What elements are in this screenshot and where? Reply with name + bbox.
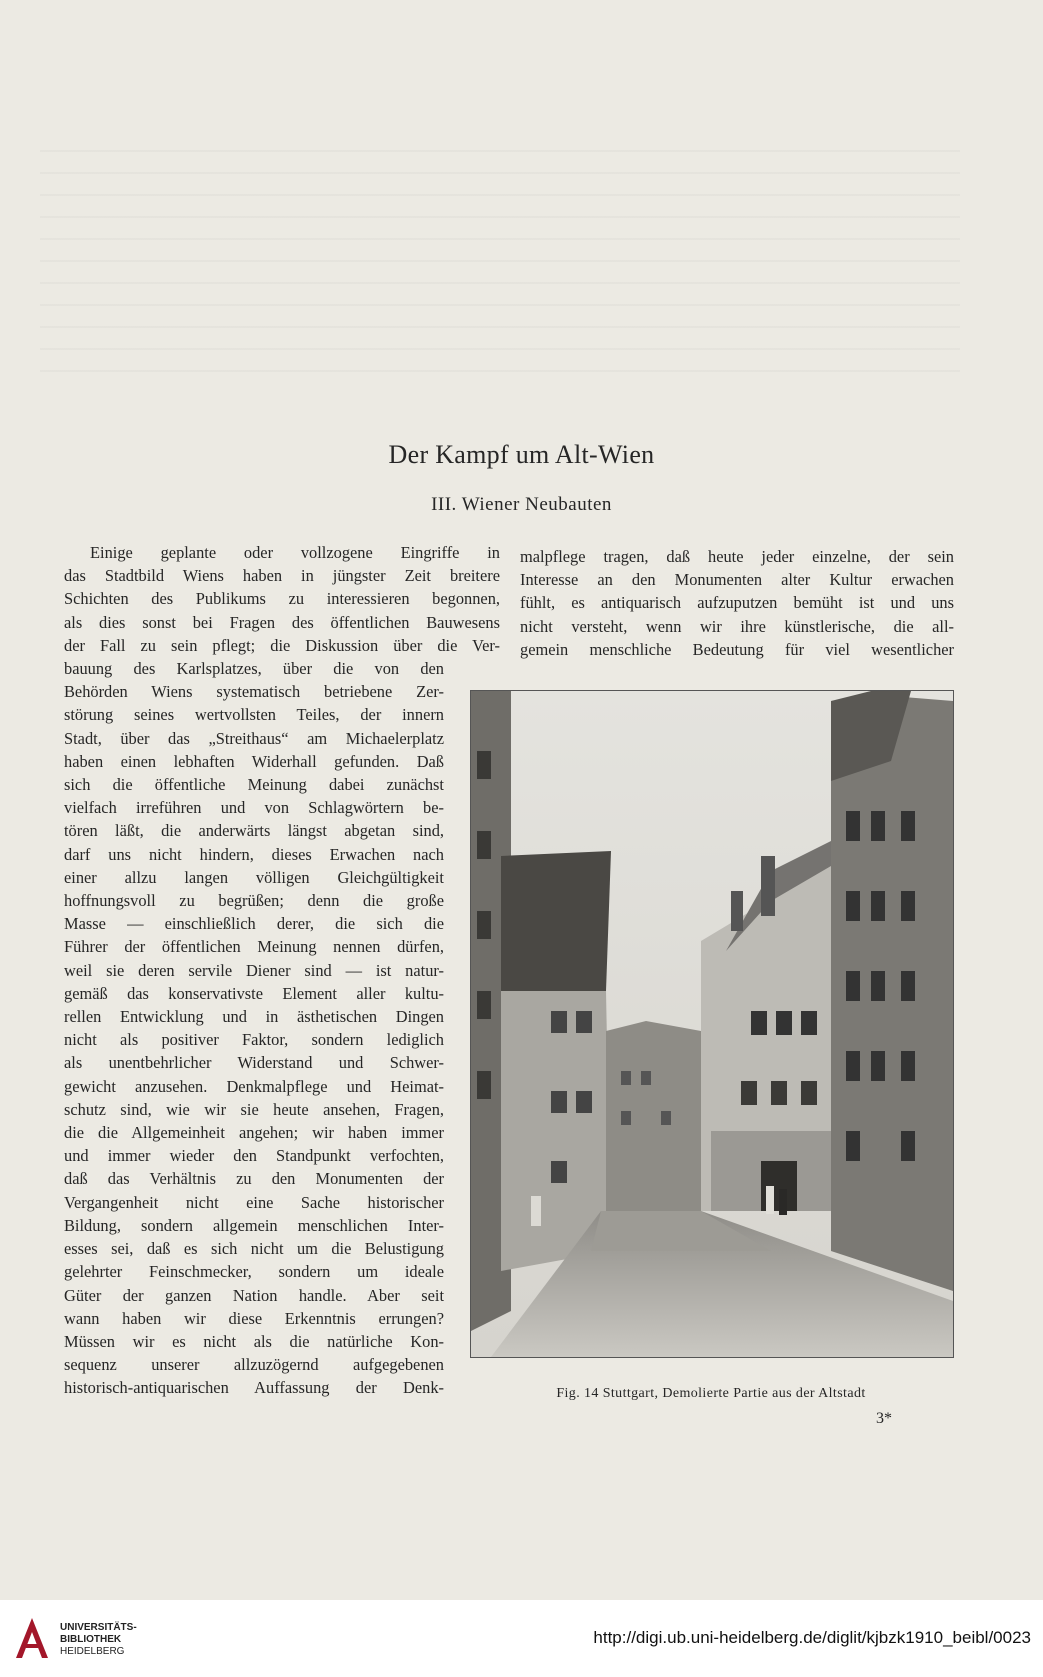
library-line-1: UNIVERSITÄTS- [60, 1622, 137, 1633]
article-subtitle: III. Wiener Neubauten [431, 494, 612, 515]
library-line-2: BIBLIOTHEK [60, 1634, 122, 1645]
text-line: Müssen wir es nicht als die natürliche Kon- [64, 1331, 444, 1351]
left-column [64, 541, 500, 1400]
text-line: Führer der öffentlichen Meinung nennen dürfen, [64, 937, 444, 957]
text-line: Vergangenheit nicht eine Sache historischer [64, 1192, 444, 1212]
text-line: Stadt, über das „Streithaus“ am Michaelerplatz [64, 728, 444, 748]
text-line: gemein menschliche Bedeutung für viel wesentlicher [520, 639, 954, 659]
text-line: malpflege tragen, daß heute jeder einzelne, der sein [520, 547, 954, 566]
text-line: störung seines wertvollsten Teiles, der innern [64, 705, 444, 725]
text-line: sequenz unserer allzuzögernd aufgegebenen [64, 1355, 444, 1375]
text-line: als unentbehrlicher Widerstand und Schwer- [64, 1053, 444, 1073]
text-line: Schichten des Publikums zu interessieren begonnen, [64, 589, 500, 609]
street-photo-illustration [471, 691, 953, 1357]
text-line: tören läßt, die anderwärts längst abgetan sind, [64, 821, 444, 841]
library-line-3: HEIDELBERG [60, 1646, 125, 1657]
text-line: der Fall zu sein pflegt; die Diskussion über die Ver- [64, 635, 500, 655]
text-line: nicht versteht, wenn wir ihre künstlerische, die all- [520, 616, 954, 636]
text-line: Behörden Wiens systematisch betriebene Zer- [64, 682, 444, 702]
text-line: hoffnungsvoll zu begrüßen; denn die große [64, 891, 444, 911]
text-line: gemäß das konservativste Element aller kultu- [64, 983, 444, 1003]
text-line: gelehrter Feinschmecker, sondern um ideale [64, 1262, 444, 1282]
source-url-link[interactable]: http://digi.ub.uni-heidelberg.de/diglit/kjbzk1910_beibl/0023 [593, 1628, 1031, 1647]
text-line: darf uns nicht hindern, dieses Erwachen nach [64, 844, 444, 864]
right-column [520, 545, 954, 661]
text-line: weil sie deren servile Diener sind — ist natur- [64, 960, 444, 980]
text-line: gewicht anzusehen. Denkmalpflege und Heimat- [64, 1076, 444, 1096]
text-line: sich die öffentliche Meinung dabei zunächst [64, 775, 444, 795]
text-line: vielfach irreführen und von Schlagwörtern be- [64, 798, 444, 818]
text-line: als dies sonst bei Fragen des öffentlichen Bauwesens [64, 612, 500, 632]
figure-caption: Fig. 14 Stuttgart, Demolierte Partie aus der Altstadt [556, 1386, 866, 1401]
text-line: schutz sind, wie wir sie heute ansehen, Fragen, [64, 1099, 444, 1119]
text-line: wann haben wir diese Erkenntnis errungen? [64, 1308, 444, 1328]
library-name [60, 1622, 137, 1658]
text-line: Bildung, sondern allgemein menschlichen Inter- [64, 1215, 444, 1235]
text-line: Güter der ganzen Nation handle. Aber seit [64, 1285, 444, 1305]
footer-bar [0, 1600, 1043, 1677]
text-line: bauung des Karlsplatzes, über die von den [64, 659, 444, 679]
text-line: daß das Verhältnis zu den Monumenten der [64, 1169, 444, 1189]
library-logo-icon [12, 1614, 52, 1662]
text-line: Einige geplante oder vollzogene Eingriffe in [90, 543, 500, 562]
article-title: Der Kampf um Alt-Wien [388, 440, 655, 469]
text-line: einer allzu langen völligen Gleichgültigkeit [64, 867, 444, 887]
text-line: fühlt, es antiquarisch aufzuputzen bemüht ist und uns [520, 593, 954, 613]
text-line: das Stadtbild Wiens haben in jüngster Zeit breitere [64, 566, 500, 586]
text-line: nicht als positiver Faktor, sondern lediglich [64, 1030, 444, 1050]
page-number: 3* [876, 1410, 892, 1427]
text-line: Interesse an den Monumenten alter Kultur erwachen [520, 570, 954, 590]
text-line: historisch-antiquarischen Auffassung der Denk- [64, 1378, 444, 1398]
text-line: und immer wieder den Standpunkt verfochten, [64, 1146, 444, 1166]
text-line: die die Allgemeinheit angehen; wir haben immer [64, 1123, 444, 1143]
text-line: rellen Entwicklung und in ästhetischen Dingen [64, 1007, 444, 1027]
text-line: Masse — einschließlich derer, die sich die [64, 914, 444, 934]
figure-photo [470, 690, 954, 1358]
bleed-through-text [40, 150, 960, 380]
text-line: haben einen lebhaften Widerhall gefunden. Daß [64, 751, 444, 771]
text-line: esses sei, daß es sich nicht um die Belustigung [64, 1239, 444, 1259]
